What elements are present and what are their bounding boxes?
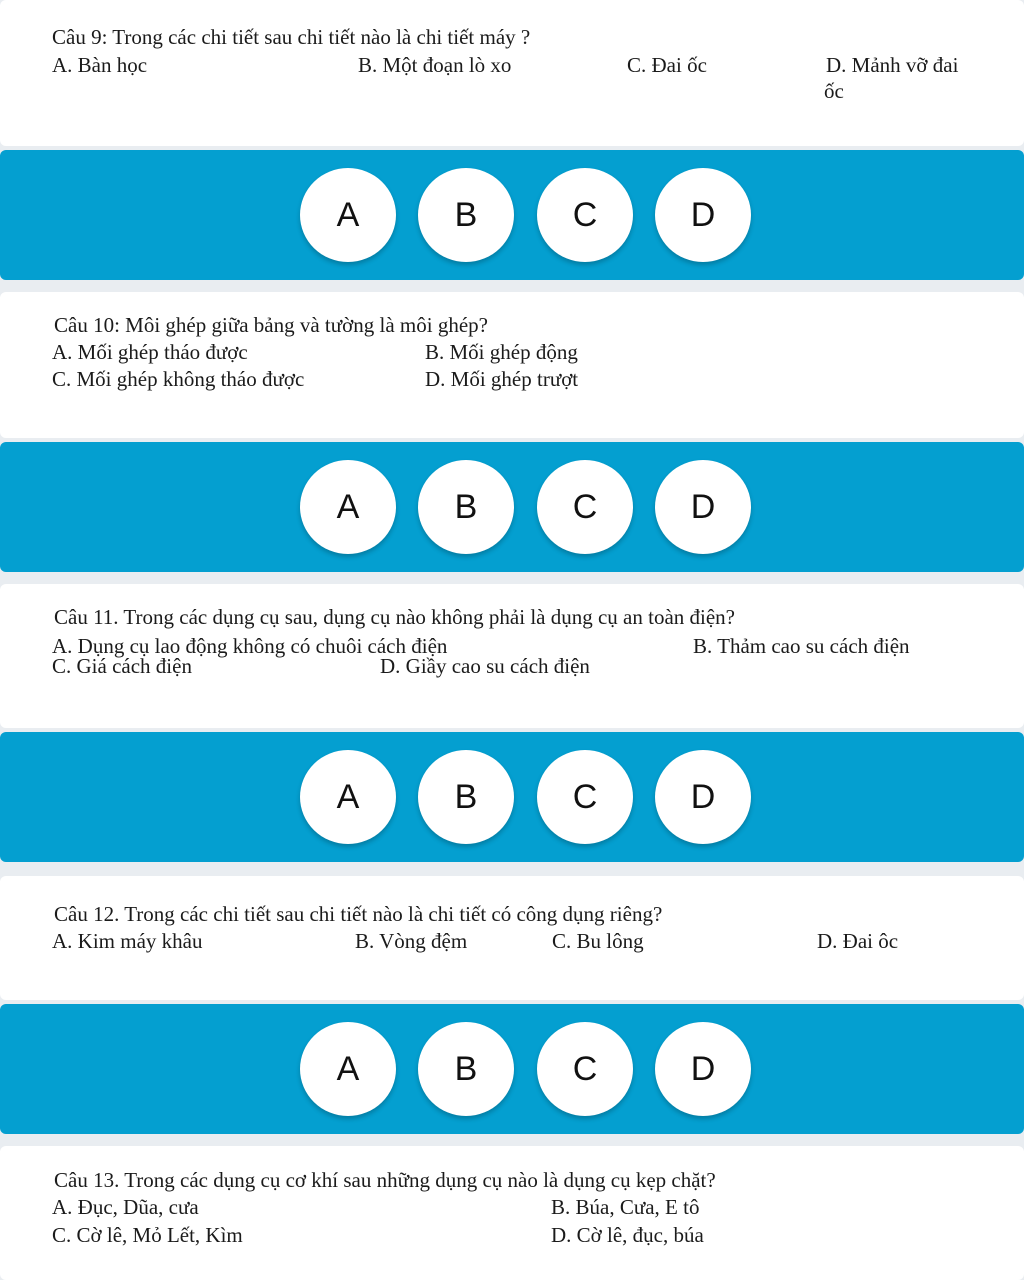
answer-bar-9	[0, 150, 1024, 280]
answer-bar-10	[0, 442, 1024, 572]
question-card-9	[0, 0, 1024, 146]
option-c: C. Giá cách điện	[52, 654, 192, 678]
answer-button-c[interactable]: C	[537, 168, 633, 262]
answer-button-a[interactable]: A	[300, 1022, 396, 1116]
answer-bar-11	[0, 732, 1024, 862]
question-card-11	[0, 584, 1024, 728]
answer-button-b[interactable]: B	[418, 1022, 514, 1116]
question-card-13	[0, 1146, 1024, 1280]
option-b: B. Vòng đệm	[355, 929, 468, 953]
question-title: Câu 9: Trong các chi tiết sau chi tiết nào là chi tiết máy ?	[52, 25, 531, 49]
answer-button-b[interactable]: B	[418, 750, 514, 844]
answer-button-d[interactable]: D	[655, 168, 751, 262]
answer-button-c[interactable]: C	[537, 750, 633, 844]
answer-button-b[interactable]: B	[418, 168, 514, 262]
option-c: C. Cờ lê, Mỏ Lết, Kìm	[52, 1223, 243, 1247]
option-d: D. Đai ôc	[817, 929, 899, 953]
question-card-10	[0, 292, 1024, 438]
option-a: A. Đục, Dũa, cưa	[52, 1195, 199, 1219]
answer-button-a[interactable]: A	[300, 168, 396, 262]
option-c: C. Mối ghép không tháo được	[52, 367, 305, 391]
option-d: D. Giầy cao su cách điện	[380, 654, 590, 678]
question-title: Câu 12. Trong các chi tiết sau chi tiết nào là chi tiết có công dụng riêng?	[54, 902, 663, 926]
answer-button-c[interactable]: C	[537, 1022, 633, 1116]
option-b: B. Búa, Cưa, E tô	[551, 1195, 700, 1219]
option-b: B. Thảm cao su cách điện	[693, 634, 910, 658]
option-d: D. Mối ghép trượt	[425, 367, 579, 391]
answer-button-c[interactable]: C	[537, 460, 633, 554]
answer-button-d[interactable]: D	[655, 460, 751, 554]
option-b: B. Mối ghép động	[425, 340, 578, 364]
answer-button-a[interactable]: A	[300, 750, 396, 844]
option-c: C. Bu lông	[552, 929, 644, 953]
option-a: A. Bàn học	[52, 53, 148, 77]
option-b: B. Một đoạn lò xo	[358, 53, 512, 77]
option-a: A. Dụng cụ lao động không có chuôi cách điện	[52, 634, 448, 658]
option-c: C. Đai ốc	[627, 53, 707, 77]
question-title: Câu 13. Trong các dụng cụ cơ khí sau những dụng cụ nào là dụng cụ kẹp chặt?	[54, 1168, 716, 1192]
question-title: Câu 11. Trong các dụng cụ sau, dụng cụ nào không phải là dụng cụ an toàn điện?	[54, 605, 736, 629]
option-a: A. Kim máy khâu	[52, 929, 203, 953]
answer-button-b[interactable]: B	[418, 460, 514, 554]
option-a: A. Mối ghép tháo được	[52, 340, 248, 364]
option-d: D. Mảnh vỡ đai	[826, 53, 959, 77]
answer-button-d[interactable]: D	[655, 1022, 751, 1116]
answer-button-a[interactable]: A	[300, 460, 396, 554]
answer-bar-12	[0, 1004, 1024, 1134]
question-title: Câu 10: Môi ghép giữa bảng và tường là môi ghép?	[54, 313, 488, 337]
option-d-continued: ốc	[824, 79, 844, 103]
option-d: D. Cờ lê, đục, búa	[551, 1223, 704, 1247]
question-card-12	[0, 876, 1024, 1000]
answer-button-d[interactable]: D	[655, 750, 751, 844]
